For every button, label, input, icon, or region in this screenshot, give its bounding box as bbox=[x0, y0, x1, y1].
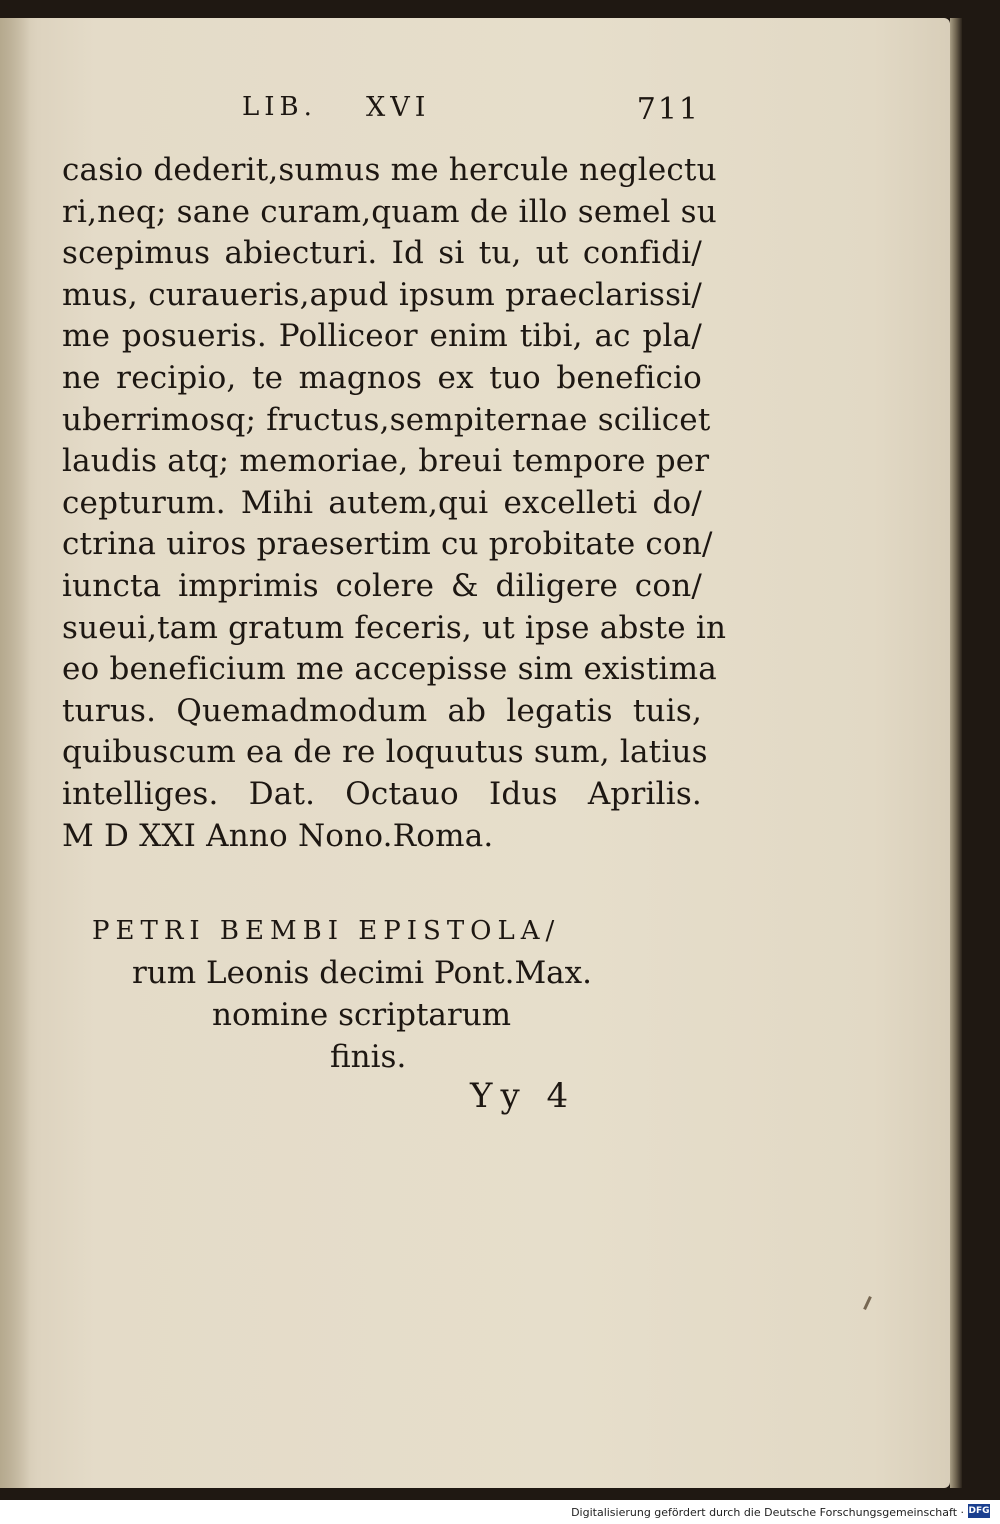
text-line: laudis atq; memoriae, breui tempore per bbox=[62, 443, 710, 480]
page-edge bbox=[950, 18, 962, 1488]
text-line: sueui,tam gratum feceris, ut ipse abste in bbox=[62, 609, 727, 646]
page-number: 711 bbox=[636, 92, 700, 127]
page-gutter-shadow bbox=[0, 18, 30, 1488]
digitization-credit: Digitalisierung gefördert durch die Deutsche Forschungsgemeinschaft · bbox=[571, 1506, 964, 1519]
colophon bbox=[60, 910, 700, 1078]
dfg-logo: DFG bbox=[968, 1506, 990, 1516]
text-line: turus. Quemadmodum ab legatis tuis, bbox=[62, 692, 702, 729]
text-line: me posueris. Polliceor enim tibi, ac pla/ bbox=[62, 318, 702, 355]
running-head bbox=[230, 92, 700, 132]
text-line: iuncta imprimis colere & diligere con/ bbox=[62, 567, 702, 604]
text-line: quibuscum ea de re loquutus sum, latius bbox=[62, 734, 708, 771]
letter-body bbox=[62, 150, 727, 857]
text-line: casio dederit,sumus me hercule neglectu bbox=[62, 152, 717, 188]
text-line: uberrimosq; fructus,sempiternae scilicet bbox=[62, 401, 711, 438]
colophon-line: finis. bbox=[330, 1039, 407, 1075]
text-line: mus, curaueris,apud ipsum praeclarissi/ bbox=[62, 276, 702, 313]
dateline: M D XXI Anno Nono.Roma. bbox=[62, 817, 494, 854]
colophon-line: PETRI BEMBI EPISTOLA/ bbox=[92, 916, 561, 946]
colophon-line: rum Leonis decimi Pont.Max. bbox=[132, 955, 593, 991]
running-head-book-number: XVI bbox=[366, 92, 431, 123]
running-head-lib: LIB. bbox=[242, 92, 317, 122]
text-line: intelliges. Dat. Octauo Idus Aprilis. bbox=[62, 775, 702, 812]
text-line: cepturum. Mihi autem,qui excelleti do/ bbox=[62, 484, 702, 521]
colophon-line: nomine scriptarum bbox=[212, 997, 512, 1033]
text-line: ri,neq; sane curam,quam de illo semel su bbox=[62, 193, 717, 230]
text-line: eo beneficium me accepisse sim existima bbox=[62, 651, 717, 688]
text-line: ctrina uiros praesertim cu probitate con/ bbox=[62, 526, 713, 563]
signature-mark: Yy 4 bbox=[470, 1076, 577, 1116]
text-line: ne recipio, te magnos ex tuo beneficio bbox=[62, 359, 702, 396]
text-line: scepimus abiecturi. Id si tu, ut confidi/ bbox=[62, 235, 702, 272]
